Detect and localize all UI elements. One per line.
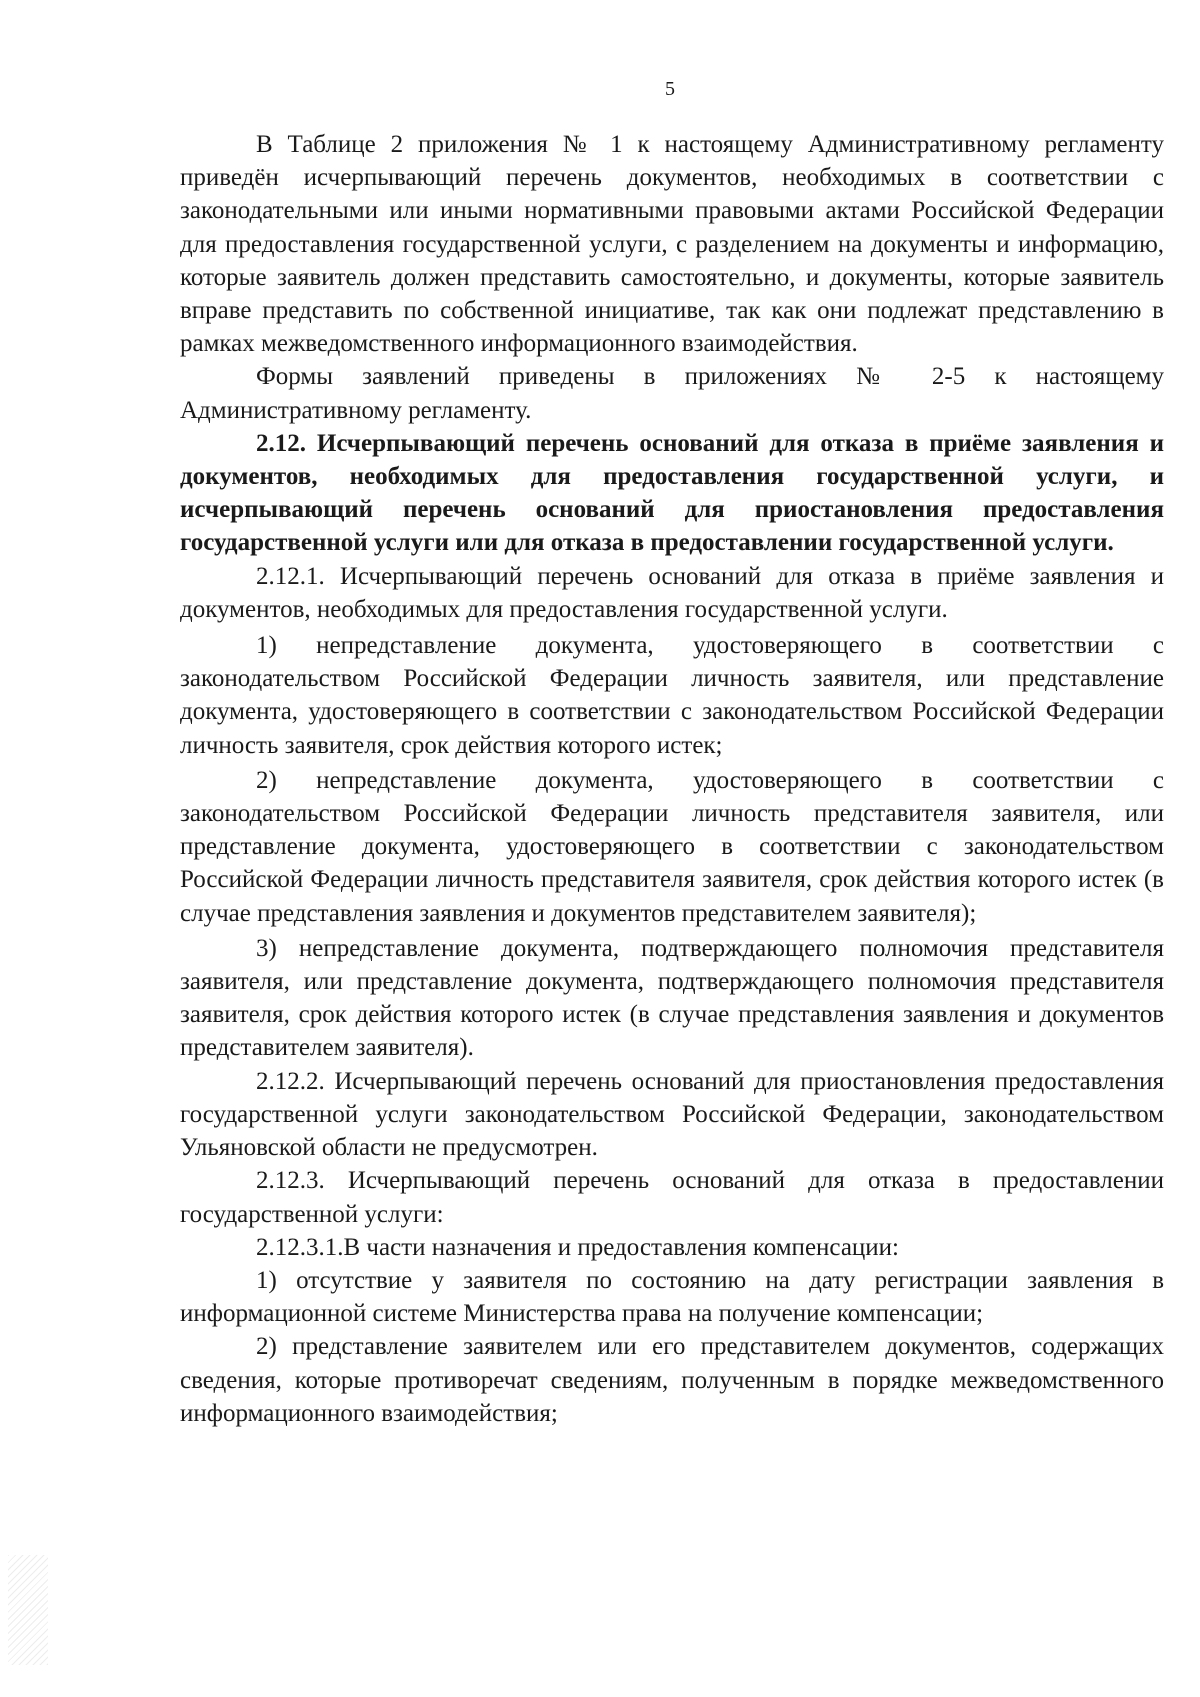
paragraph-table-reference: В Таблице 2 приложения № 1 к настоящему Административному регламенту приведён исчерпывающий перечень документов, необходимых в соответствии с законодательными или иными нормативными правовыми актами Российской Федерации для предоставления государственной услуги, с разделением на документы и информацию, которые заявитель должен представить самостоятельно, и документы, которые заявитель вправе представить по собственной инициативе, так как они подлежат представлению в рамках межведомственного информационного взаимодействия. [180,131,1164,358]
scan-artifact [8,1555,48,1665]
list-item-2: 2) непредставление документа, удостоверяющего в соответствии с законодательством Российской Федерации личность представителя заявителя, или представление документа, удостоверяющего в соответствии с законодательством Российской Федерации личность представителя заявителя, срок действия которого истек (в случае представления заявления и документов представителем заявителя); [180,766,1164,927]
paragraph-2-12-1: 2.12.1. Исчерпывающий перечень оснований для отказа в приёме заявления и документов, необходимых для предоставления государственной услуги. [180,562,1164,623]
paragraph-2-12-3: 2.12.3. Исчерпывающий перечень оснований для отказа в предоставлении государственной услуги: [180,1167,1164,1228]
list-item-1: 1) непредставление документа, удостоверяющего в соответствии с законодательством Российской Федерации личность заявителя, или представление документа, удостоверяющего в соответствии с законодательством Российской Федерации личность заявителя, срок действия которого истек; [180,632,1164,759]
document-body [180,128,1164,1430]
list-item-3: 3) непредставление документа, подтверждающего полномочия представителя заявителя, или представление документа, подтверждающего полномочия представителя заявителя, срок действия которого истек (в случае представления заявления и документов представителем заявителя). [180,934,1164,1062]
page-number: 5 [665,78,675,100]
paragraph-2-12-3-1: 2.12.3.1.В части назначения и предоставления компенсации: [256,1233,899,1261]
paragraph-2-12-2: 2.12.2. Исчерпывающий перечень оснований для приостановления предоставления государственной услуги законодательством Российской Федерации, законодательством Ульяновской области не предусмотрен. [180,1067,1164,1162]
compensation-item-1: 1) отсутствие у заявителя по состоянию на дату регистрации заявления в информационной системе Министерства права на получение компенсации; [180,1266,1164,1328]
section-heading-2-12: 2.12. Исчерпывающий перечень оснований для отказа в приёме заявления и документов, необходимых для предоставления государственной услуги, и исчерпывающий перечень оснований для приостановления предоставления государственной услуги или для отказа в предоставлении государственной услуги. [180,429,1164,557]
compensation-item-2: 2) представление заявителем или его представителем документов, содержащих сведения, которые противоречат сведениям, полученным в порядке межведомственного информационного взаимодействия; [180,1333,1164,1427]
paragraph-application-forms: Формы заявлений приведены в приложениях № 2-5 к настоящему Административному регламенту. [180,363,1164,424]
